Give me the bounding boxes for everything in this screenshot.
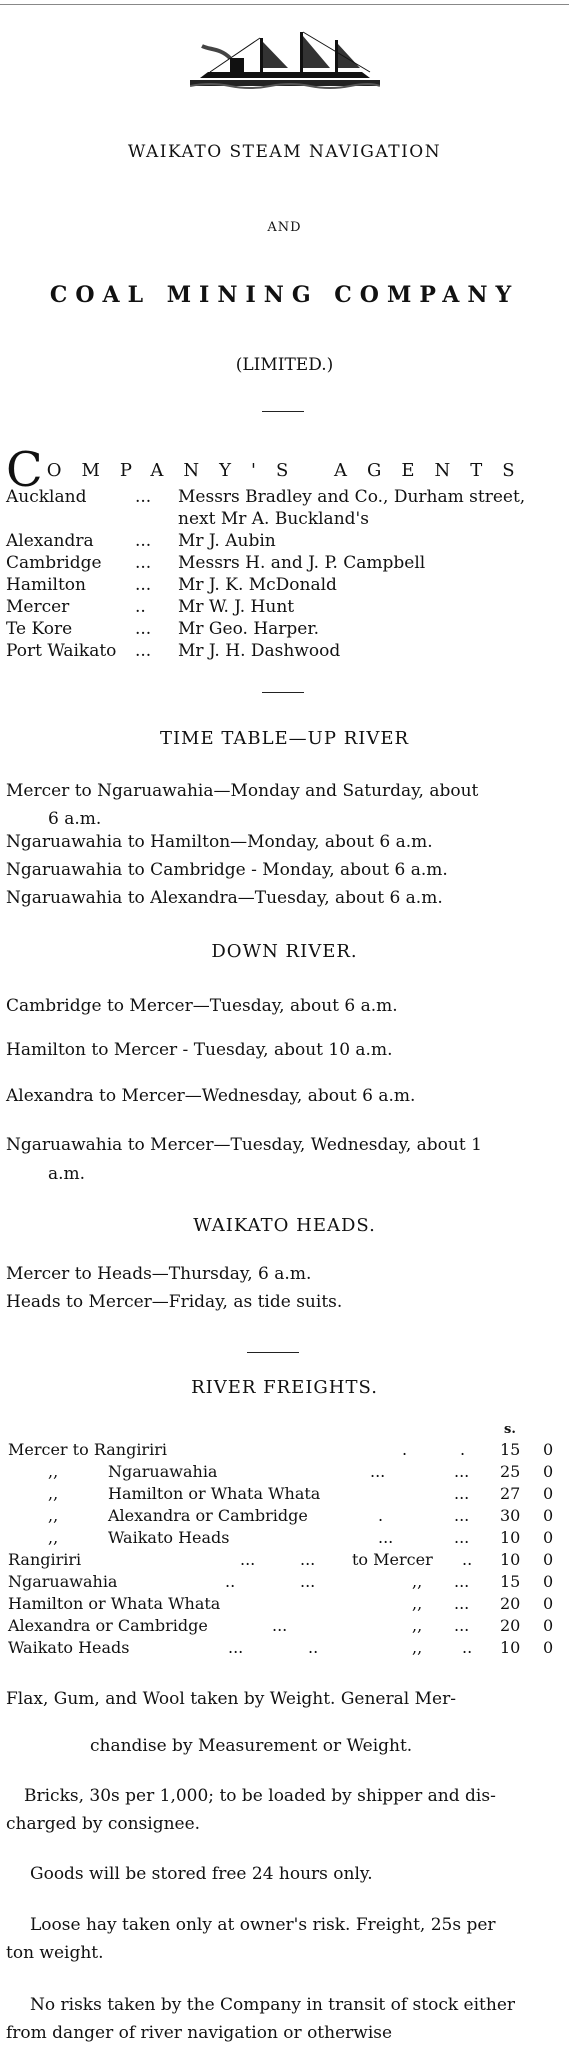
freight-ditto: ,, [48, 1462, 59, 1481]
agent-name: Messrs Bradley and Co., Durham street, [178, 487, 526, 507]
down-river-line: Alexandra to Mercer—Wednesday, about 6 a.m. [6, 1086, 416, 1106]
freight-dots: ... [228, 1638, 244, 1657]
agents-heading-initial: C [6, 442, 47, 498]
agent-dots: .. [135, 597, 146, 617]
note-line: No risks taken by the Company in transit of stock either [30, 1995, 516, 2015]
freight-dots: ... [454, 1528, 470, 1547]
company-title-and: AND [267, 220, 302, 235]
freight-route: Waikato Heads [108, 1528, 230, 1547]
heads-line: Heads to Mercer—Friday, as tide suits. [6, 1292, 343, 1312]
freight-pence: 0 [543, 1440, 554, 1459]
freight-dots: ... [370, 1462, 386, 1481]
down-river-line: Ngaruawahia to Mercer—Tuesday, Wednesday, about 1 [6, 1135, 482, 1155]
freight-dots: ... [454, 1506, 470, 1525]
divider-rule [247, 1352, 299, 1353]
freight-pence: 0 [543, 1550, 554, 1569]
down-river-line-continued: a.m. [48, 1164, 86, 1184]
agent-place: Cambridge [6, 553, 102, 573]
timetable-line: Ngaruawahia to Alexandra—Tuesday, about 6 a.m. [6, 888, 443, 908]
agent-dots: ... [135, 487, 152, 507]
freight-shillings: 25 [500, 1462, 521, 1481]
freight-dots: ... [454, 1462, 470, 1481]
timetable-line: Mercer to Ngaruawahia—Monday and Saturday, about [6, 781, 479, 801]
freight-pence: 0 [543, 1484, 554, 1503]
freight-dots: ... [300, 1550, 316, 1569]
agent-dots: ... [135, 553, 152, 573]
freight-dots: ... [454, 1484, 470, 1503]
agent-place: Alexandra [6, 531, 94, 551]
freight-pence: 0 [543, 1594, 554, 1613]
timetable-line-continued: 6 a.m. [48, 809, 102, 829]
freight-dots: ... [240, 1550, 256, 1569]
agent-name: Mr J. Aubin [178, 531, 276, 551]
agent-dots: ... [135, 531, 152, 551]
freight-dots: . [378, 1506, 384, 1525]
freight-dots: ... [300, 1572, 316, 1591]
freight-dots: .. [462, 1638, 473, 1657]
freight-ditto: ,, [48, 1528, 59, 1547]
freight-shillings: 27 [500, 1484, 521, 1503]
freight-route: Hamilton or Whata Whata [8, 1594, 221, 1613]
note-line: Loose hay taken only at owner's risk. Freight, 25s per [30, 1915, 496, 1935]
freight-destination: ,, [412, 1594, 423, 1613]
freight-shillings: 30 [500, 1506, 521, 1525]
freight-shillings: 20 [500, 1594, 521, 1613]
freight-route: Ngaruawahia [108, 1462, 218, 1481]
freight-destination: ,, [412, 1616, 423, 1635]
freight-route: Hamilton or Whata Whata [108, 1484, 321, 1503]
freight-dots: ... [454, 1572, 470, 1591]
freight-route: Alexandra or Cambridge [108, 1506, 308, 1525]
freight-route: Mercer to Rangiriri [8, 1440, 167, 1459]
freight-dots: ... [272, 1616, 288, 1635]
freight-pence: 0 [543, 1616, 554, 1635]
freight-dots: .. [308, 1638, 319, 1657]
freight-ditto: ,, [48, 1506, 59, 1525]
top-rule [0, 4, 569, 5]
freight-unit-shillings: s. [504, 1422, 516, 1437]
freight-dots: ... [454, 1594, 470, 1613]
down-river-line: Cambridge to Mercer—Tuesday, about 6 a.m. [6, 996, 398, 1016]
freight-shillings: 15 [500, 1572, 521, 1591]
freight-destination: ,, [412, 1638, 423, 1657]
freight-dots: ... [378, 1528, 394, 1547]
freight-dots: .. [462, 1550, 473, 1569]
freight-destination: ,, [412, 1572, 423, 1591]
freight-pence: 0 [543, 1462, 554, 1481]
company-title-line1: WAIKATO STEAM NAVIGATION [127, 142, 442, 162]
agent-place: Port Waikato [6, 641, 117, 661]
note-line: Flax, Gum, and Wool taken by Weight. General Mer- [6, 1689, 456, 1709]
freight-shillings: 15 [500, 1440, 521, 1459]
timetable-line: Ngaruawahia to Cambridge - Monday, about 6 a.m. [6, 860, 448, 880]
freight-shillings: 10 [500, 1638, 521, 1657]
agent-place: Te Kore [6, 619, 73, 639]
freight-pence: 0 [543, 1572, 554, 1591]
agent-name: Mr W. J. Hunt [178, 597, 295, 617]
agent-place: Mercer [6, 597, 70, 617]
divider-rule [262, 692, 304, 693]
freight-shillings: 10 [500, 1528, 521, 1547]
heads-title: WAIKATO HEADS. [193, 1215, 376, 1236]
down-river-title: DOWN RIVER. [211, 941, 358, 962]
company-limited: (LIMITED.) [235, 355, 334, 375]
agent-dots: ... [135, 619, 152, 639]
freight-pence: 0 [543, 1638, 554, 1657]
divider-rule [262, 411, 304, 412]
agent-place: Hamilton [6, 575, 86, 595]
agent-name: Mr J. K. McDonald [178, 575, 337, 595]
agent-dots: ... [135, 575, 152, 595]
freight-pence: 0 [543, 1528, 554, 1547]
freight-route: Ngaruawahia [8, 1572, 118, 1591]
freight-dots: ... [454, 1616, 470, 1635]
freight-route: Rangiriri [8, 1550, 82, 1569]
freight-dots: . [402, 1440, 408, 1459]
agent-name: Mr Geo. Harper. [178, 619, 320, 639]
agent-place: Auckland [6, 487, 87, 507]
freight-ditto: ,, [48, 1484, 59, 1503]
freight-route: Waikato Heads [8, 1638, 130, 1657]
agents-heading-rest: OMPANY'S AGENTS [46, 460, 535, 481]
agent-dots: ... [135, 641, 152, 661]
note-line: chandise by Measurement or Weight. [90, 1736, 413, 1756]
agent-name: Mr J. H. Dashwood [178, 641, 341, 661]
note-line: Goods will be stored free 24 hours only. [30, 1864, 373, 1884]
freight-route: Alexandra or Cambridge [8, 1616, 208, 1635]
note-line: from danger of river navigation or otherwise [6, 2023, 393, 2043]
agent-name: Messrs H. and J. P. Campbell [178, 553, 426, 573]
note-line: Bricks, 30s per 1,000; to be loaded by shipper and dis- [24, 1786, 496, 1806]
down-river-line: Hamilton to Mercer - Tuesday, about 10 a.m. [6, 1040, 393, 1060]
freight-dots: .. [225, 1572, 236, 1591]
freight-shillings: 20 [500, 1616, 521, 1635]
freight-dots: . [460, 1440, 466, 1459]
timetable-line: Ngaruawahia to Hamilton—Monday, about 6 a.m. [6, 832, 433, 852]
timetable-up-title: TIME TABLE—UP RIVER [159, 728, 410, 749]
agent-name-continued: next Mr A. Buckland's [178, 509, 369, 529]
heads-line: Mercer to Heads—Thursday, 6 a.m. [6, 1264, 312, 1284]
freights-title: RIVER FREIGHTS. [191, 1377, 378, 1398]
note-line: charged by consignee. [6, 1814, 201, 1834]
freight-shillings: 10 [500, 1550, 521, 1569]
note-line: ton weight. [6, 1943, 104, 1963]
freight-pence: 0 [543, 1506, 554, 1525]
freight-destination: to Mercer [352, 1550, 433, 1569]
steamship-icon [190, 28, 380, 90]
company-title-line2: COAL MINING COMPANY [49, 282, 520, 308]
